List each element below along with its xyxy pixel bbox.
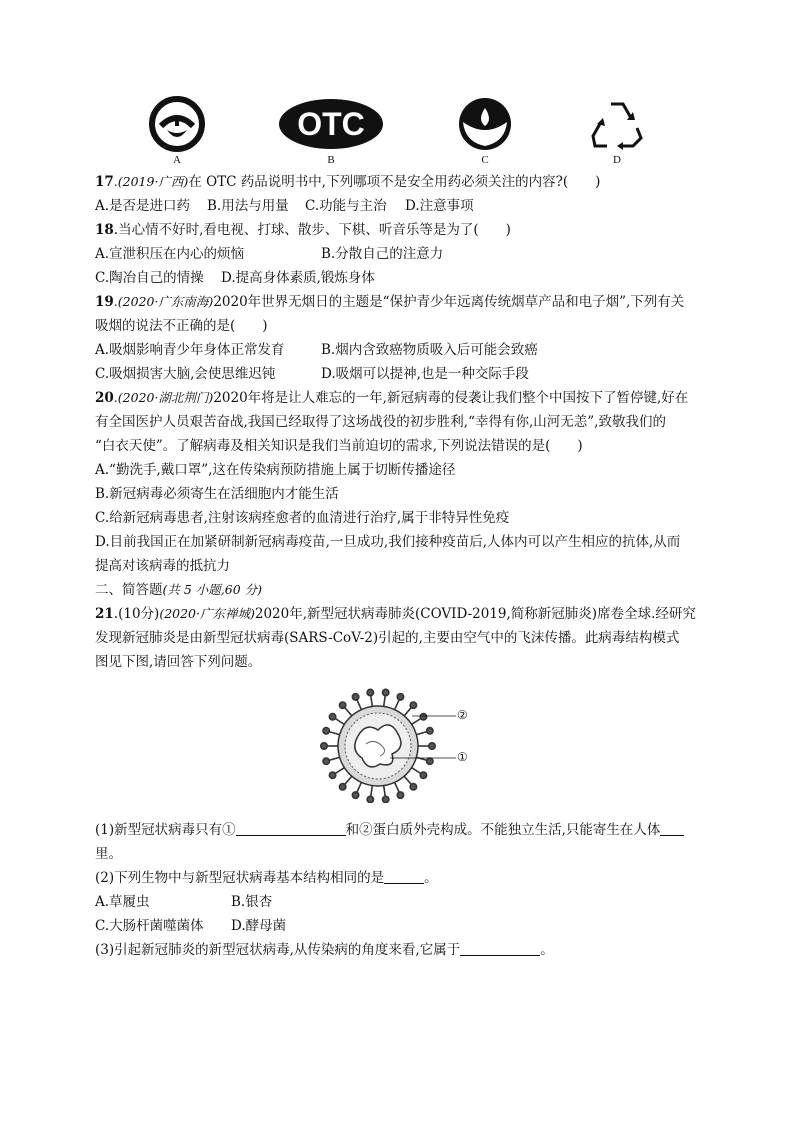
- q18-options-row1: [95, 244, 443, 264]
- q21-sub2: [95, 868, 438, 888]
- water-saving-logo-icon: [457, 96, 513, 152]
- green-food-logo-icon: [149, 96, 205, 152]
- spike-head: [397, 694, 403, 700]
- spike-head: [352, 694, 358, 700]
- coronavirus-diagram-icon: [320, 688, 480, 803]
- q21-sub1-line1: [95, 820, 684, 840]
- answer-blank-4[interactable]: [460, 941, 540, 956]
- question-number: 19: [95, 294, 114, 310]
- question-text: 2020年世界无烟日的主题是“保护青少年远离传统烟草产品和电子烟”,下列有关: [213, 294, 685, 310]
- section-heading: [95, 580, 262, 600]
- option-b: B.用法与用量: [207, 198, 289, 214]
- q21-stem-line2: 发现新冠肺炎是由新型冠状病毒(SARS-CoV-2)引起的,主要由空气中的飞沫传播。此病毒结构模式: [95, 630, 680, 646]
- option-b: B.银杏: [231, 894, 273, 910]
- question-source: .(2020·广东南海): [113, 294, 214, 309]
- recycle-logo-icon: [587, 96, 647, 152]
- answer-blank-2[interactable]: [660, 821, 684, 836]
- option-d: D.注意事项: [405, 198, 474, 214]
- option-d: D.吸烟可以提神,也是一种交际手段: [321, 366, 529, 382]
- q19-stem-line1: [95, 292, 684, 312]
- answer-blank-1[interactable]: [236, 821, 346, 836]
- sub3-end: 。: [540, 942, 554, 958]
- logo-a: [122, 96, 232, 166]
- option-b: B.烟内含致癌物质吸入后可能会致癌: [321, 342, 538, 358]
- q21-sub3: [95, 940, 554, 960]
- spike-head: [339, 784, 345, 790]
- question-score: .(10分): [113, 606, 160, 622]
- label-1: ①: [457, 750, 468, 764]
- logo-letter: A: [173, 154, 181, 166]
- otc-logo-icon: [277, 96, 385, 152]
- q20-option-b: B.新冠病毒必须寄生在活细胞内才能生活: [95, 486, 339, 502]
- logo-letter: B: [327, 154, 335, 166]
- sub3-text: (3)引起新冠肺炎的新型冠状病毒,从传染病的角度来看,它属于: [95, 942, 461, 958]
- spike-head: [429, 743, 435, 749]
- spike-head: [410, 702, 416, 708]
- spike-head: [339, 702, 345, 708]
- q19-options-row2: [95, 364, 529, 384]
- section-note: (共 5 小题,60 分): [162, 582, 263, 597]
- question-text: 2020年,新型冠状病毒肺炎(COVID-2019,简称新冠肺炎)席卷全球.经研究: [254, 606, 696, 622]
- option-a: A.是否是进口药: [95, 198, 191, 214]
- sub2-end: 。: [424, 870, 438, 886]
- spike-head: [367, 796, 373, 802]
- spike-head: [367, 689, 373, 695]
- option-a: A.吸烟影响青少年身体正常发育: [95, 342, 285, 358]
- option-d: D.酵母菌: [231, 918, 287, 934]
- q20-stem-line2: 有全国医护人员艰苦奋战,我国已经取得了这场战役的初步胜利,“幸得有你,山河无恙”,致敬我们的: [95, 414, 666, 430]
- q17-stem: [95, 172, 600, 192]
- otc-text: OTC: [297, 106, 365, 142]
- question-number: 17: [95, 174, 114, 190]
- spike-head: [427, 728, 433, 734]
- q19-stem-line2: 吸烟的说法不正确的是( ): [95, 318, 268, 334]
- spike-head: [420, 714, 426, 720]
- q21-sub2-options-row1: [95, 892, 272, 912]
- option-c: C.大肠杆菌噬菌体: [95, 918, 204, 934]
- option-c: C.吸烟损害大脑,会使思维迟钝: [95, 366, 276, 382]
- question-text: 2020年将是让人难忘的一年,新冠病毒的侵袭让我们整个中国按下了暂停键,好在: [213, 390, 689, 406]
- label-2: ②: [457, 708, 468, 722]
- option-d: D.提高身体素质,锻炼身体: [221, 270, 375, 286]
- spike-head: [420, 772, 426, 778]
- q20-option-a: A.“勤洗手,戴口罩”,这在传染病预防措施上属于切断传播途径: [95, 462, 456, 478]
- question-number: 21: [95, 606, 114, 622]
- spike-head: [323, 728, 329, 734]
- spike-head: [382, 689, 388, 695]
- spike-head: [329, 714, 335, 720]
- question-text: .当心情不好时,看电视、打球、散步、下棋、听音乐等是为了( ): [113, 222, 511, 238]
- spike-head: [397, 792, 403, 798]
- spike-head: [352, 792, 358, 798]
- q20-stem-line1: [95, 388, 688, 408]
- spike-head: [410, 784, 416, 790]
- logo-letter: D: [613, 154, 621, 166]
- q18-stem: [95, 220, 511, 240]
- spike-head: [321, 743, 327, 749]
- q18-options-row2: [95, 268, 375, 288]
- q20-option-c: C.给新冠病毒患者,注射该病痊愈者的血清进行治疗,属于非特异性免疫: [95, 510, 510, 526]
- sub2-text: (2)下列生物中与新型冠状病毒基本结构相同的是: [95, 870, 385, 886]
- question-number: 20: [95, 390, 114, 406]
- q17-options: [95, 196, 474, 216]
- spike-head: [427, 758, 433, 764]
- spike-head: [329, 772, 335, 778]
- question-source: .(2019·广西): [113, 174, 189, 189]
- option-a: A.草履虫: [95, 894, 150, 910]
- q20-stem-line3: “白衣天使”。了解病毒及相关知识是我们当前迫切的需求,下列说法错误的是( ): [95, 438, 583, 454]
- q21-stem-line1: [95, 604, 696, 624]
- spike-head: [323, 758, 329, 764]
- answer-blank-3[interactable]: [384, 869, 424, 884]
- q20-option-d-line1: D.目前我国正在加紧研制新冠病毒疫苗,一旦成功,我们接种疫苗后,人体内可以产生相应的抗体,从而: [95, 534, 681, 550]
- q19-options-row1: [95, 340, 538, 360]
- logo-row: [0, 96, 794, 168]
- q21-sub1-line2: 里。: [95, 846, 122, 862]
- option-b: B.分散自己的注意力: [321, 246, 444, 262]
- spike-head: [382, 796, 388, 802]
- question-text: 在 OTC 药品说明书中,下列哪项不是安全用药必须关注的内容?( ): [188, 174, 601, 190]
- option-a: A.宣泄积压在内心的烦恼: [95, 246, 245, 262]
- q21-stem-line3: 图见下图,请回答下列问题。: [95, 654, 262, 670]
- question-source: .(2020·湖北荆门): [113, 390, 214, 405]
- sub1-text-a: (1)新型冠状病毒只有①: [95, 822, 236, 838]
- option-c: C.陶冶自己的情操: [95, 270, 204, 286]
- q21-sub2-options-row2: [95, 916, 286, 936]
- question-number: 18: [95, 222, 114, 238]
- logo-c: [430, 96, 540, 166]
- option-c: C.功能与主治: [305, 198, 387, 214]
- logo-d: [562, 96, 672, 166]
- sub1-text-b: 和②蛋白质外壳构成。不能独立生活,只能寄生在人体: [345, 822, 661, 838]
- question-source: (2020·广东禅城): [159, 606, 255, 621]
- virus-structure-figure: [320, 688, 480, 803]
- section-title: 二、简答题: [95, 582, 163, 598]
- logo-letter: C: [481, 154, 489, 166]
- logo-b: [276, 96, 386, 166]
- q20-option-d-line2: 提高对该病毒的抵抗力: [95, 558, 230, 574]
